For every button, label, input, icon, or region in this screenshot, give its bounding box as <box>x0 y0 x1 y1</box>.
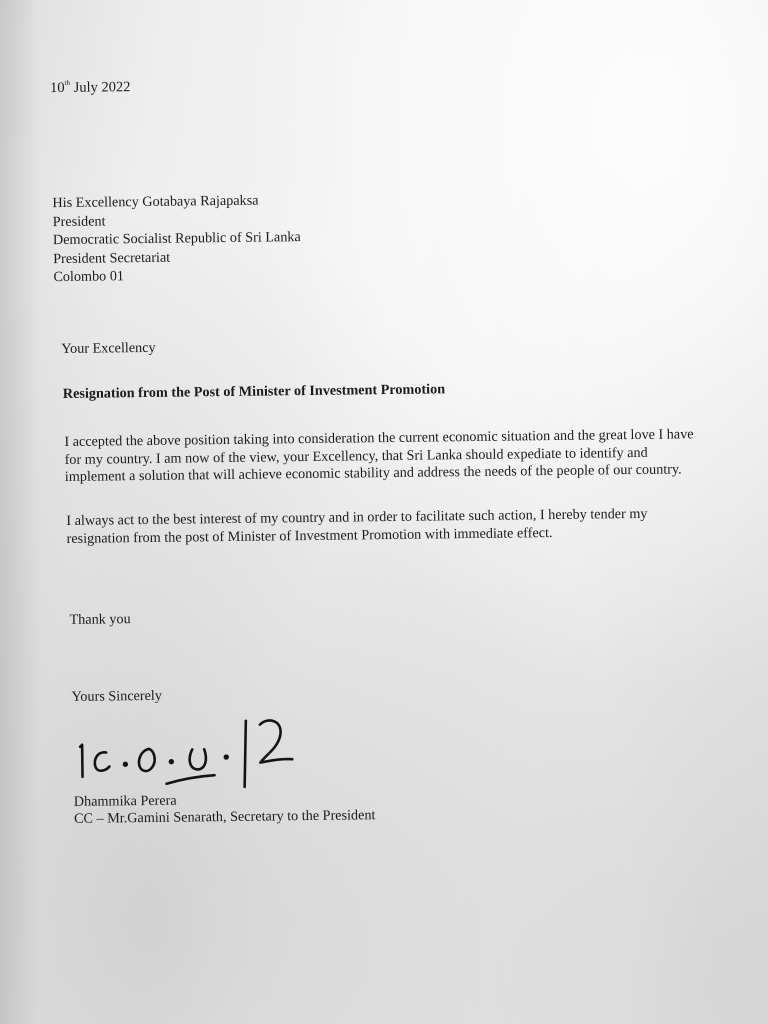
thanks-line: Thank you <box>69 611 131 628</box>
body-paragraph-2 <box>66 506 647 548</box>
date-suffix: th <box>64 78 71 87</box>
salutation: Your Excellency <box>61 339 156 358</box>
date-month-year: July 2022 <box>69 79 131 96</box>
cc-line: CC – Mr.Gamini Senarath, Secretary to the President <box>73 807 376 827</box>
body-paragraph-1 <box>64 426 694 486</box>
recipient-line: His Excellency Gotabaya Rajapaksa <box>52 192 259 212</box>
paragraph-line: resignation from the post of Minister of Investment Promotion with immediate effect. <box>66 524 553 547</box>
recipient-line: Colombo 01 <box>53 268 125 286</box>
paragraph-line: I accepted the above position taking into consideration the current economic situation and the great love I have <box>64 426 694 450</box>
handwritten-signature <box>70 702 301 800</box>
date-day: 10 <box>50 79 65 97</box>
sender-name: Dhammika Perera <box>73 792 177 810</box>
recipient-line: President Secretariat <box>53 249 171 267</box>
subject-heading: Resignation from the Post of Minister of Investment Promotion <box>62 381 446 402</box>
paragraph-line: for my country. I am now of the view, your Excellency, that Sri Lanka should expediate to identify and <box>64 444 648 468</box>
paragraph-line: implement a solution that will achieve economic stability and address the needs of the people of our country. <box>64 461 682 485</box>
recipient-line: President <box>52 213 106 230</box>
recipient-address <box>52 191 301 287</box>
letter-date <box>50 79 131 97</box>
recipient-line: Democratic Socialist Republic of Sri Lanka <box>52 229 301 249</box>
paragraph-line: I always act to the best interest of my country and in order to facilitate such action, I hereby tender my <box>66 505 648 529</box>
closing-line: Yours Sincerely <box>71 687 163 705</box>
